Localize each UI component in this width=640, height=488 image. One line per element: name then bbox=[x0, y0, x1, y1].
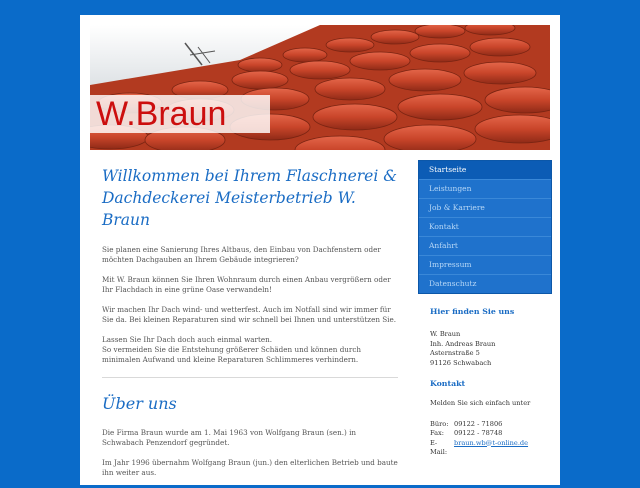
header-banner bbox=[90, 25, 550, 150]
sidebar-info bbox=[430, 307, 555, 458]
email-row bbox=[430, 439, 555, 458]
email-label: E-Mail: bbox=[430, 438, 448, 456]
nav-item-datenschutz[interactable]: Datenschutz bbox=[419, 274, 551, 293]
address-line: Asternstraße 5 bbox=[430, 349, 480, 357]
intro-paragraph: Mit W. Braun können Sie Ihren Wohnraum durch einen Anbau vergrößern oder Ihr Flachdach in eine grüne Oase verwandeln! bbox=[102, 275, 391, 294]
intro-paragraph: Lassen Sie Ihr Dach doch auch einmal warten. bbox=[102, 335, 273, 344]
phone-value: 09122 - 71806 bbox=[454, 419, 503, 428]
about-title: Über uns bbox=[102, 394, 177, 413]
main-navigation bbox=[418, 160, 552, 294]
intro-paragraph: Sie planen eine Sanierung Ihres Altbaus, den Einbau von Dachfenstern oder möchten Dachgauben an Ihrem Gebäude integrieren? bbox=[102, 245, 381, 264]
contact-heading: Kontakt bbox=[430, 379, 466, 388]
address-line: Inh. Andreas Braun bbox=[430, 339, 496, 348]
about-paragraph: Die Firma Braun wurde am 1. Mai 1963 von Wolfgang Braun (sen.) in Schwabach Penzendorf gegründet. bbox=[102, 428, 357, 447]
intro-paragraph: Wir machen Ihr Dach wind- und wetterfest. Auch im Notfall sind wir immer für Sie da. Bei kleinen Reparaturen sind wir schnell bei Ihnen und unterstützen Sie. bbox=[102, 305, 397, 324]
page-title: Willkommen bei Ihrem Flaschnerei & Dachdeckerei Meisterbetrieb W. Braun bbox=[102, 167, 398, 229]
nav-item-leistungen[interactable]: Leistungen bbox=[419, 179, 551, 198]
nav-item-impressum[interactable]: Impressum bbox=[419, 255, 551, 274]
phone-label: Büro: bbox=[430, 419, 449, 428]
intro-paragraph: So vermeiden Sie die Entstehung größerer Schäden und können durch minimalen Aufwand und kleine Reparaturen Schlimmeres verhindern. bbox=[102, 345, 362, 364]
fax-label: Fax: bbox=[430, 429, 444, 437]
logo[interactable]: W.Braun bbox=[96, 95, 227, 133]
nav-item-kontakt[interactable]: Kontakt bbox=[419, 217, 551, 236]
main-content bbox=[102, 165, 398, 488]
nav-item-anfahrt[interactable]: Anfahrt bbox=[419, 236, 551, 255]
about-paragraph: Im Jahr 1996 übernahm Wolfgang Braun (jun.) den elterlichen Betrieb und baute ihn weiter aus. bbox=[102, 458, 398, 477]
address-line: W. Braun bbox=[430, 330, 461, 338]
page-container bbox=[80, 15, 560, 485]
address-line: 91126 Schwabach bbox=[430, 358, 492, 367]
fax-value: 09122 - 78748 bbox=[454, 429, 503, 437]
contact-intro: Melden Sie sich einfach unter bbox=[430, 399, 531, 407]
divider bbox=[102, 377, 398, 378]
nav-item-job-karriere[interactable]: Job & Karriere bbox=[419, 198, 551, 217]
nav-item-startseite[interactable]: Startseite bbox=[419, 161, 551, 179]
logo-backdrop bbox=[90, 95, 270, 133]
fax-row bbox=[430, 429, 555, 439]
email-link[interactable]: braun.wb@t-online.de bbox=[454, 438, 529, 447]
phone-row bbox=[430, 420, 555, 430]
find-us-heading: Hier finden Sie uns bbox=[430, 307, 515, 316]
